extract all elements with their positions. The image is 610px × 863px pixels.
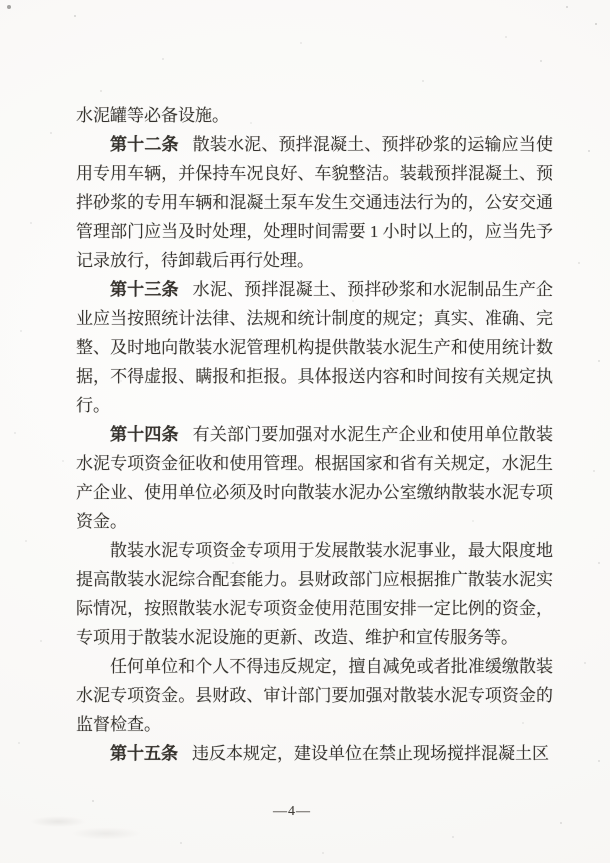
paragraph-text: 散装水泥、预拌混凝土、预拌砂浆的运输应当使用专用车辆，并保持车况良好、车貌整洁。装载预拌混凝土、预拌砂浆的专用车辆和混凝土泵车发生交通违法行为的，公安交通管理部门应当及时处理，处理时间需要 1 小时以上的，应当先予记录放行，待卸载后再行处理。: [76, 135, 554, 270]
article-heading: 第十五条: [110, 744, 178, 763]
article-heading: 第十二条: [110, 135, 179, 154]
paragraph-text: 水泥、预拌混凝土、预拌砂浆和水泥制品生产企业应当按照统计法律、法规和统计制度的规定；真实、准确、完整、及时地向散装水泥管理机构提供散装水泥生产和使用统计数据，不得虚报、瞒报和拒报。具体报送内容和时间按有关规定执行。: [76, 280, 554, 415]
paragraph-text: 有关部门要加强对水泥生产企业和使用单位散装水泥专项资金征收和使用管理。根据国家和省有关规定，水泥生产企业、使用单位必须及时向散装水泥办公室缴纳散装水泥专项资金。: [76, 425, 554, 531]
paragraph: [76, 275, 553, 420]
paragraph: [76, 130, 553, 275]
paragraph-text: 散装水泥专项资金专项用于发展散装水泥事业，最大限度地提高散装水泥综合配套能力。县财政部门应根据推广散装水泥实际情况，按照散装水泥专项资金使用范围安排一定比例的资金，专项用于散装水泥设施的更新、改造、维护和宣传服务等。: [76, 541, 553, 647]
paragraph-text: 违反本规定，建设单位在禁止现场搅拌混凝土区: [192, 744, 549, 763]
page-number: —4—: [273, 804, 311, 819]
paragraph: [76, 652, 553, 739]
article-heading: 第十四条: [110, 425, 179, 444]
paragraph: [76, 739, 553, 768]
paragraph: [76, 101, 553, 130]
paragraph: [76, 420, 553, 536]
scan-noise: [0, 0, 2, 2]
paragraph-text: 任何单位和个人不得违反规定，擅自减免或者批准缓缴散装水泥专项资金。县财政、审计部门要加强对散装水泥专项资金的监督检查。: [76, 657, 553, 734]
article-heading: 第十三条: [110, 280, 179, 299]
document-body: [76, 101, 553, 768]
paragraph: [76, 536, 553, 652]
paragraph-text: 水泥罐等必备设施。: [76, 106, 229, 125]
